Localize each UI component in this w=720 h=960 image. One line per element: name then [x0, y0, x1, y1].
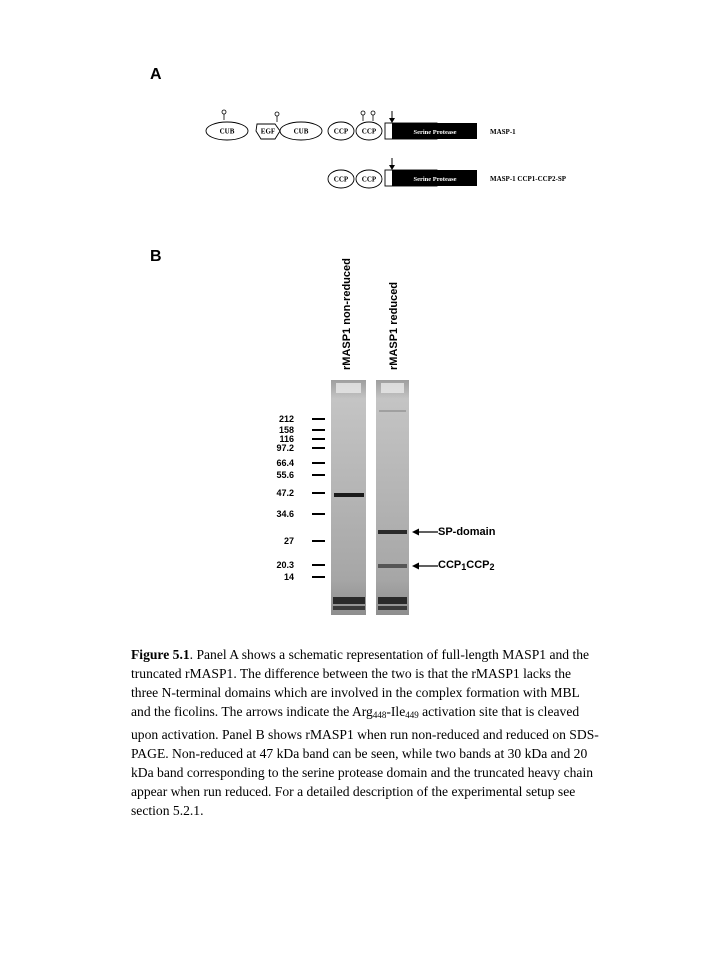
serine-protease-label: Serine Protease — [413, 129, 457, 136]
gel-lane-non-reduced — [331, 380, 366, 615]
cub-label-1: CUB — [219, 127, 235, 136]
schematic-row-masp1 — [206, 110, 516, 140]
marker-158: 158 — [278, 425, 294, 435]
ccp-sub-1: 1 — [461, 562, 467, 572]
marker-tick — [312, 462, 325, 464]
ccp-label-2: CCP — [361, 127, 377, 136]
domain-schematic — [200, 100, 620, 210]
marker-tick — [312, 418, 325, 420]
caption-text-3: activation site that is cleaved upon activation. Panel B shows rMASP1 when run non-reduced and reduced on SDS-PAGE. Non-reduced at 47 kDa band can be seen, while two bands at 30 kDa and 20 kDa band corresponding to the serine protease domain and the truncated heavy chain appear when run reduced. For a detailed description of the experimental setup see section 5.2.1. — [131, 704, 599, 818]
marker-tick — [312, 513, 325, 515]
ccp-label-4: CCP — [361, 175, 377, 184]
band-47kda — [334, 493, 364, 497]
egf-label: EGF — [260, 127, 276, 136]
band-sp-domain — [378, 530, 407, 534]
ccp-text-2: CCP — [466, 559, 490, 571]
cub-label-2: CUB — [293, 127, 309, 136]
ccp-text-1: CCP — [438, 559, 462, 571]
row-label-rmasp1: MASP-1 CCP1-CCP2-SP — [490, 175, 567, 183]
marker-20: 20.3 — [276, 560, 294, 570]
marker-212: 212 — [278, 414, 294, 424]
ccp1ccp2-label — [438, 559, 495, 572]
marker-tick — [312, 447, 325, 449]
marker-tick — [312, 438, 325, 440]
marker-tick — [312, 576, 325, 578]
schematic-row-rmasp1 — [328, 158, 567, 188]
cleavage-arrow-icon — [389, 118, 395, 123]
lane-label-non-reduced: rMASP1 non-reduced — [341, 258, 353, 370]
ccp-label-3: CCP — [333, 175, 349, 184]
figure-label: Figure 5.1 — [131, 647, 190, 662]
caption-sub-1: 448 — [372, 710, 387, 720]
gel-lane-reduced — [376, 380, 409, 615]
marker-tick — [312, 474, 325, 476]
ccp-sub-2: 2 — [489, 562, 495, 572]
panel-b-letter: B — [150, 248, 162, 265]
marker-tick — [312, 540, 325, 542]
marker-116: 116 — [279, 434, 294, 444]
marker-66: 66.4 — [276, 458, 294, 468]
serine-protease-label-2: Serine Protease — [413, 176, 457, 183]
marker-34: 34.6 — [276, 509, 294, 519]
caption-text-2: -Ile — [386, 704, 406, 719]
caption-sub-2: 449 — [405, 710, 419, 720]
figure-caption — [131, 645, 601, 820]
lane-label-reduced: rMASP1 reduced — [388, 281, 400, 370]
marker-tick — [312, 564, 325, 566]
row-label-masp1: MASP-1 — [490, 128, 516, 136]
marker-47: 47.2 — [276, 488, 294, 498]
marker-27: 27 — [283, 536, 294, 546]
band-ccp1ccp2 — [378, 564, 407, 568]
marker-tick — [312, 429, 325, 431]
marker-97: 97.2 — [276, 443, 294, 453]
marker-55: 55.6 — [276, 470, 294, 480]
caption-text-1: . Panel A shows a schematic representation of full-length MASP1 and the truncated rMASP1. The difference between the two is that the rMASP1 lacks the three N-terminal domains which are involved in the complex formation with MBL and the ficolins. The arrows indicate the Arg — [131, 647, 590, 719]
panel-a-letter: A — [150, 66, 162, 83]
marker-tick — [312, 492, 325, 494]
ccp-label-1: CCP — [333, 127, 349, 136]
cleavage-arrow-icon-2 — [389, 165, 395, 170]
marker-14: 14 — [283, 572, 294, 582]
sp-domain-label: SP-domain — [438, 526, 496, 538]
